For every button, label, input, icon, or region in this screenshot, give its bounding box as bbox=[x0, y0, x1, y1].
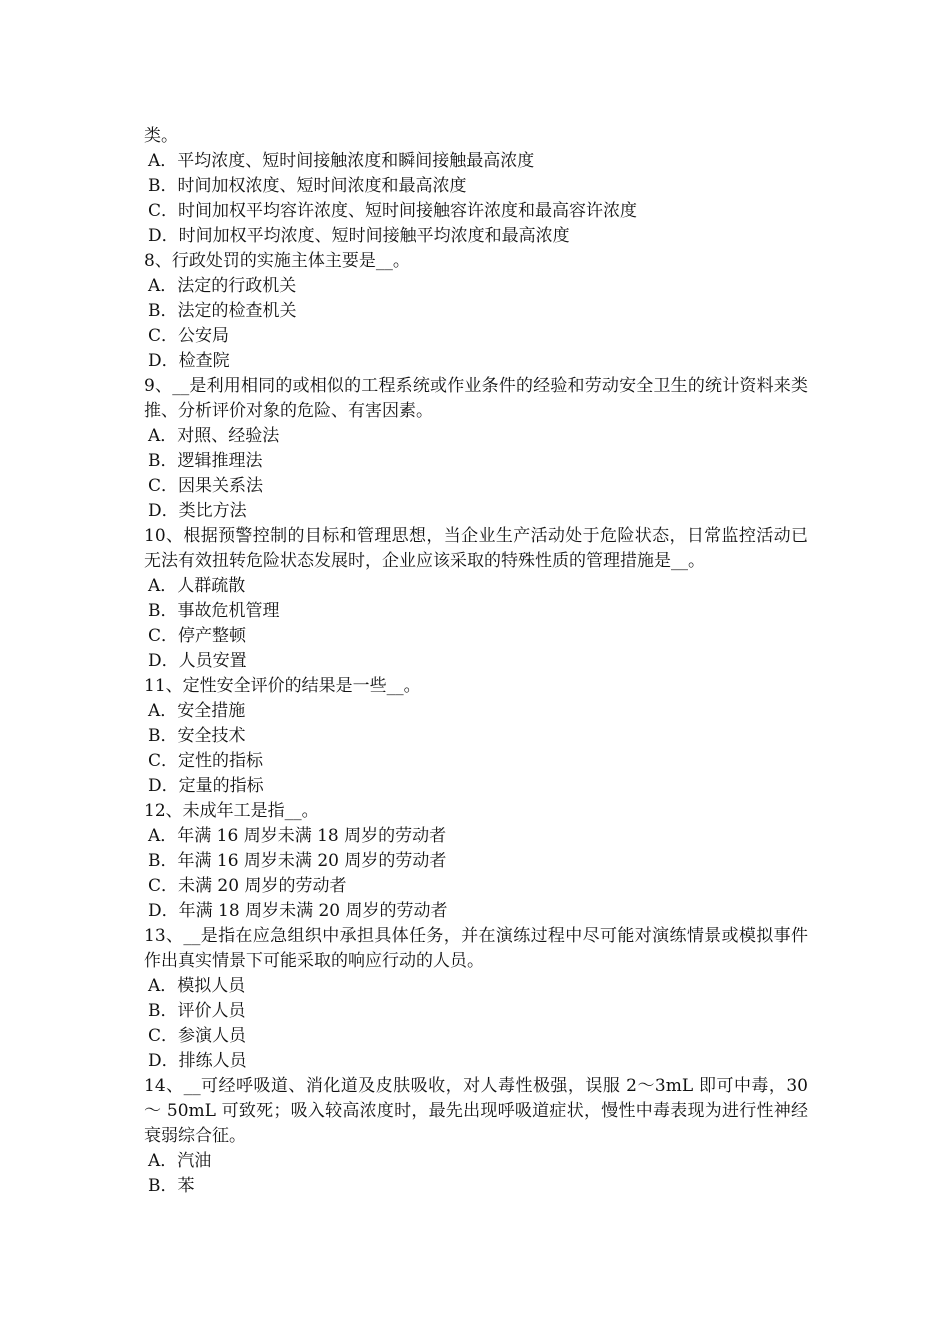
answer-option: A．汽油 bbox=[148, 1151, 212, 1171]
answer-option: D．检查院 bbox=[148, 351, 230, 371]
answer-option: B．事故危机管理 bbox=[148, 601, 280, 621]
document-body bbox=[144, 124, 808, 1199]
answer-option: C．未满 20 周岁的劳动者 bbox=[148, 876, 347, 896]
question-text: 9、__是利用相同的或相似的工程系统或作业条件的经验和劳动安全卫生的统计资料来类推、分析评价对象的危险、有害因素。 bbox=[144, 376, 808, 421]
answer-option: B．评价人员 bbox=[148, 1001, 246, 1021]
answer-option: D．排练人员 bbox=[148, 1051, 247, 1071]
answer-option: D．年满 18 周岁未满 20 周岁的劳动者 bbox=[148, 901, 448, 921]
answer-option: B．苯 bbox=[148, 1176, 195, 1196]
question-text: 8、行政处罚的实施主体主要是__。 bbox=[144, 251, 410, 271]
answer-option: D．类比方法 bbox=[148, 501, 247, 521]
answer-option: A．人群疏散 bbox=[148, 576, 246, 596]
answer-option: B．逻辑推理法 bbox=[148, 451, 263, 471]
answer-option: D．人员安置 bbox=[148, 651, 247, 671]
answer-option: B．年满 16 周岁未满 20 周岁的劳动者 bbox=[148, 851, 447, 871]
answer-option: B．安全技术 bbox=[148, 726, 246, 746]
answer-option: C．公安局 bbox=[148, 326, 230, 346]
question-text: 13、__是指在应急组织中承担具体任务，并在演练过程中尽可能对演练情景或模拟事件作出真实情景下可能采取的响应行动的人员。 bbox=[144, 926, 808, 971]
answer-option: A．模拟人员 bbox=[148, 976, 246, 996]
answer-option: D．定量的指标 bbox=[148, 776, 264, 796]
answer-option: C．因果关系法 bbox=[148, 476, 264, 496]
answer-option: C．参演人员 bbox=[148, 1026, 247, 1046]
answer-option: B．时间加权浓度、短时间浓度和最高浓度 bbox=[148, 176, 467, 196]
answer-option: C．时间加权平均容许浓度、短时间接触容许浓度和最高容许浓度 bbox=[148, 201, 638, 221]
answer-option: A．对照、经验法 bbox=[148, 426, 280, 446]
question-text: 10、根据预警控制的目标和管理思想，当企业生产活动处于危险状态，日常监控活动已无法有效扭转危险状态发展时，企业应该采取的特殊性质的管理措施是__。 bbox=[144, 526, 808, 571]
answer-option: C．定性的指标 bbox=[148, 751, 264, 771]
question-text: 11、定性安全评价的结果是一些__。 bbox=[144, 676, 421, 696]
answer-option: A．年满 16 周岁未满 18 周岁的劳动者 bbox=[148, 826, 447, 846]
answer-option: B．法定的检查机关 bbox=[148, 301, 297, 321]
answer-option: D．时间加权平均浓度、短时间接触平均浓度和最高浓度 bbox=[148, 226, 570, 246]
answer-option: A．平均浓度、短时间接触浓度和瞬间接触最高浓度 bbox=[148, 151, 535, 171]
answer-option: A．安全措施 bbox=[148, 701, 246, 721]
answer-option: C．停产整顿 bbox=[148, 626, 247, 646]
answer-option: A．法定的行政机关 bbox=[148, 276, 297, 296]
question-text: 12、未成年工是指__。 bbox=[144, 801, 319, 821]
question-text: 14、__可经呼吸道、消化道及皮肤吸收，对人毒性极强，误服 2～3mL 即可中毒，30～ 50mL 可致死；吸入较高浓度时，最先出现呼吸道症状，慢性中毒表现为进行性神经衰弱综合征。 bbox=[144, 1076, 808, 1146]
text-line: 类。 bbox=[144, 126, 178, 146]
